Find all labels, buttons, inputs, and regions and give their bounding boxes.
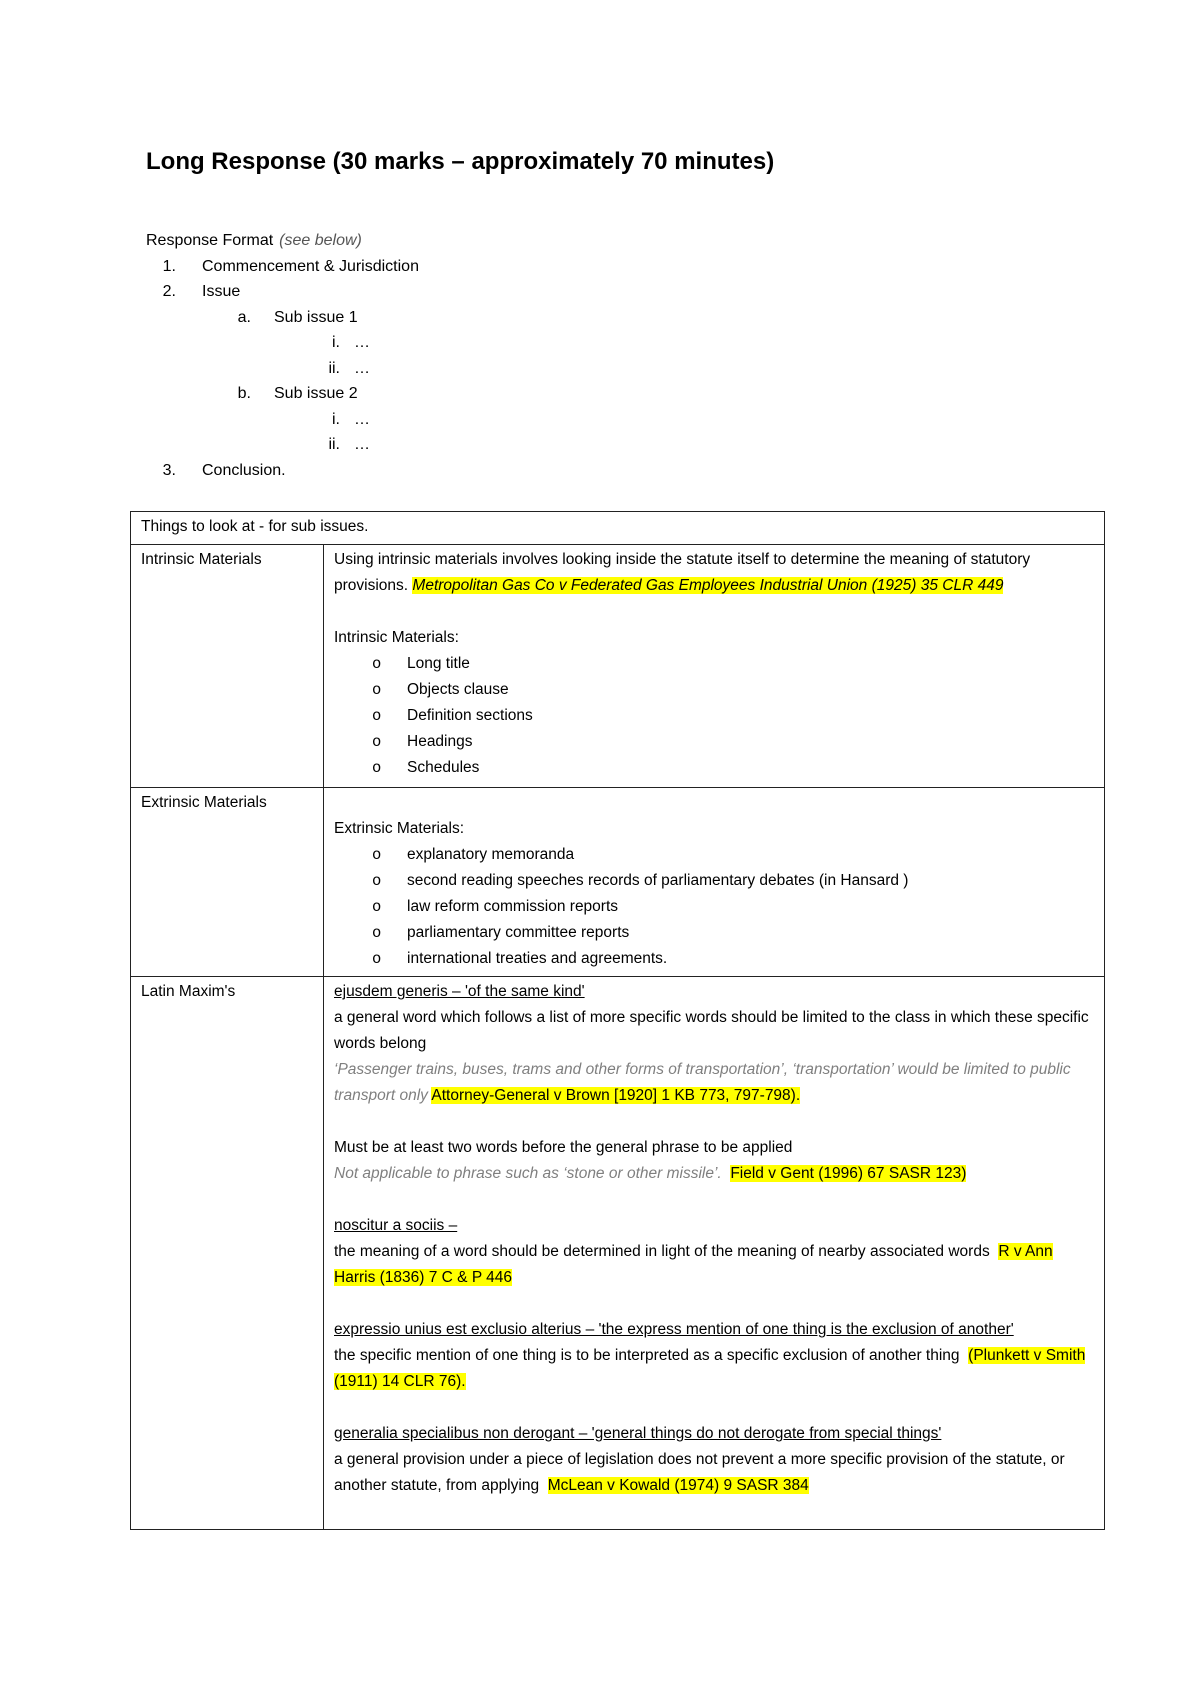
format-item: ii. … — [328, 436, 370, 453]
generalia-heading: generalia specialibus non derogant – 'general things do not derogate from special things' — [334, 1425, 942, 1442]
format-item: 3. Conclusion. — [162, 461, 286, 479]
format-item: a. Sub issue 1 — [237, 308, 358, 326]
list-item: o Headings — [372, 729, 1094, 755]
table-row-intrinsic — [131, 545, 1105, 788]
extrinsic-list-heading: Extrinsic Materials: — [334, 820, 465, 837]
case-citation: Metropolitan Gas Co v Federated Gas Employees Industrial Union (1925) 35 CLR 449 — [412, 577, 1004, 594]
expressio-description: the specific mention of one thing is to be interpreted as a specific exclusion of another thing (Plunkett v Smith (1911) 14 CLR 76). — [334, 1347, 1086, 1390]
intrinsic-list-heading: Intrinsic Materials: — [334, 629, 459, 646]
format-item: b. Sub issue 2 — [237, 385, 358, 402]
format-item: 2. Issue — [162, 283, 241, 300]
ejusdem-generis-not-applicable: Not applicable to phrase such as ‘stone or other missile’. Field v Gent (1996) 67 SASR 123) — [334, 1165, 967, 1182]
format-item: 1. Commencement & Jurisdiction — [162, 257, 419, 275]
format-item: ii. … — [328, 359, 370, 377]
list-item: o law reform commission reports — [372, 894, 1094, 920]
extrinsic-list — [334, 842, 1094, 972]
table-row-latin-maxims — [131, 977, 1105, 1530]
table-row-extrinsic — [131, 788, 1105, 977]
ejusdem-generis-description: a general word which follows a list of more specific words should be limited to the class in which these specific words belong — [334, 1009, 1089, 1052]
row-content-intrinsic — [324, 545, 1105, 788]
ejusdem-generis-example: ‘Passenger trains, buses, trams and other forms of transportation’, ‘transportation’ would be limited to public transport only Attorney-General v Brown [1920] 1 KB 773, 797-798). — [334, 1061, 1071, 1104]
case-citation: R v Ann Harris (1836) 7 C & P 446 — [334, 1243, 1053, 1286]
list-item: o Definition sections — [372, 703, 1094, 729]
list-item: o Objects clause — [372, 677, 1094, 703]
expressio-heading: expressio unius est exclusio alterius – 'the express mention of one thing is the exclusion of another' — [334, 1321, 1014, 1338]
response-format-label: Response Format — [146, 232, 274, 249]
intrinsic-description: Using intrinsic materials involves looking inside the statute itself to determine the meaning of statutory provisions. Metropolitan Gas Co v Federated Gas Employees Industrial Union (1925) 35 CLR 449 — [334, 551, 1031, 594]
list-item: o parliamentary committee reports — [372, 920, 1094, 946]
case-citation: McLean v Kowald (1974) 9 SASR 384 — [547, 1477, 809, 1494]
response-format — [146, 228, 846, 483]
format-item: i. … — [332, 410, 370, 428]
ejusdem-generis-heading: ejusdem generis – 'of the same kind' — [334, 983, 585, 1000]
row-label-latin-maxims: Latin Maxim's — [131, 977, 324, 1530]
case-citation: Attorney-General v Brown [1920] 1 KB 773, 797-798). — [431, 1087, 801, 1104]
format-item: i. … — [332, 334, 370, 351]
case-citation: Field v Gent (1996) 67 SASR 123) — [730, 1165, 967, 1182]
row-content-extrinsic — [324, 788, 1105, 977]
row-label-extrinsic: Extrinsic Materials — [131, 788, 324, 977]
intrinsic-list — [334, 651, 1094, 781]
response-format-heading — [146, 228, 846, 254]
list-item: o explanatory memoranda — [372, 842, 1094, 868]
row-content-latin-maxims — [324, 977, 1105, 1530]
sub-issues-table — [130, 511, 1105, 1530]
generalia-description: a general provision under a piece of legislation does not prevent a more specific provision of the statute, or another statute, from applying McLean v Kowald (1974) 9 SASR 384 — [334, 1451, 1065, 1494]
ejusdem-generis-rule: Must be at least two words before the general phrase to be applied — [334, 1139, 793, 1156]
row-label-intrinsic: Intrinsic Materials — [131, 545, 324, 788]
table-header-cell: Things to look at - for sub issues. — [131, 512, 1105, 545]
list-item: o second reading speeches records of parliamentary debates (in Hansard ) — [372, 868, 1094, 894]
list-item: o international treaties and agreements. — [372, 946, 1094, 972]
see-below-note: (see below) — [279, 232, 362, 249]
table-header-row — [131, 512, 1105, 545]
page-title: Long Response (30 marks – approximately 70 minutes) — [146, 148, 775, 175]
noscitur-heading: noscitur a sociis – — [334, 1217, 458, 1234]
list-item: o Long title — [372, 651, 1094, 677]
noscitur-description: the meaning of a word should be determined in light of the meaning of nearby associated words R v Ann Harris (1836) 7 C & P 446 — [334, 1243, 1053, 1286]
case-citation: (Plunkett v Smith (1911) 14 CLR 76). — [334, 1347, 1086, 1390]
list-item: o Schedules — [372, 755, 1094, 781]
